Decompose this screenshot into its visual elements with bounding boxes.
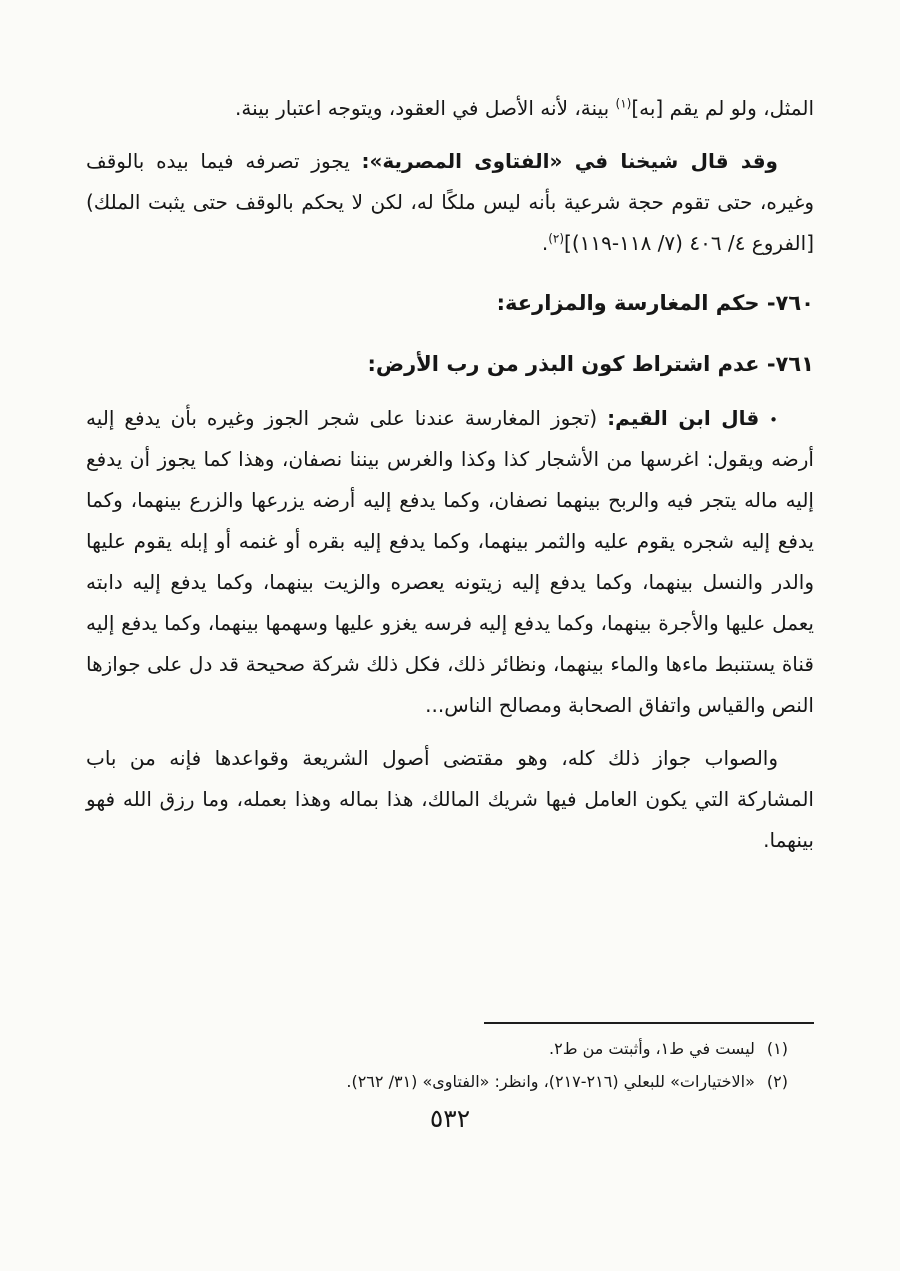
section-heading-761: ٧٦١- عدم اشتراط كون البذر من رب الأرض: bbox=[367, 352, 814, 377]
section-heading-760: ٧٦٠- حكم المغارسة والمزارعة: bbox=[496, 291, 814, 315]
bullet-marker: • bbox=[769, 411, 779, 430]
paragraph-continuation bbox=[86, 88, 814, 129]
body-text: يجوز تصرفه فيما بيده بالوقف وغيره، حتى تقوم حجة شرعية بأنه ليس ملكًا له، لكن لا يحكم بالوقف حتى يثبت الملك) [الفروع ٤/ ٤٠٦ (٧/ ١١٨-١١٩)] bbox=[86, 149, 814, 255]
footnote-ref-1: (١) bbox=[615, 96, 632, 111]
footnote-number: (٢) bbox=[766, 1071, 788, 1091]
footnote-separator-rule bbox=[484, 1022, 814, 1024]
quote-attribution: قال ابن القيم: bbox=[607, 406, 760, 431]
quote-attribution: وقد قال شيخنا في «الفتاوى المصرية»: bbox=[361, 149, 778, 173]
footnote-text: «الاختيارات» للبعلي (٢١٦-٢١٧)، وانظر: «الفتاوى» (٣١/ ٢٦٢). bbox=[346, 1071, 755, 1091]
footnotes-section bbox=[86, 1022, 814, 1101]
body-text: المثل، ولو لم يقم [به] bbox=[631, 96, 814, 120]
paragraph-ibn-alqayyim bbox=[86, 398, 814, 726]
page-number: ٥٣٢ bbox=[429, 1104, 471, 1133]
body-text: (تجوز المغارسة عندنا على شجر الجوز وغيره بأن يدفع إليه أرضه ويقول: اغرسها من الأشجار كذا وكذا والغرس بيننا نصفان، وهذا كما يجوز أن يدفع إليه ماله يتجر فيه والربح بينهما نصفان، وكما يدفع إليه أرضه يزرعها والزرع بينهما، وكما يدفع إليه شجره يقوم عليه والثمر بينهما، وكما يدفع إليه بقره أو غنمه أو إبله يقوم عليها والدر والنسل بينهما، وكما يدفع إليه زيتونه يعصره والزيت بينهما، وكما يدفع إليه دابته يعمل عليها والأجرة بينهما، وكما يدفع إليه فرسه يغزو عليها وسهمها بينهما، وكما يدفع إليه قناة يستنبط ماءها والماء بينهما، ونظائر ذلك، فكل ذلك شركة صحيحة قد دل على جوازها النص والقياس واتفاق الصحابة ومصالح الناس... bbox=[86, 406, 814, 718]
body-text: بينة، لأنه الأصل في العقود، ويتوجه اعتبار بينة. bbox=[235, 96, 616, 120]
footnote-number: (١) bbox=[766, 1039, 788, 1058]
footnote-ref-2: (٢) bbox=[548, 231, 565, 246]
page-text bbox=[86, 88, 814, 861]
footnote-1 bbox=[86, 1036, 814, 1062]
body-text: . bbox=[541, 231, 549, 255]
paragraph-conclusion: والصواب جواز ذلك كله، وهو مقتضى أصول الشريعة وقواعدها فإنه من باب المشاركة التي يكون العامل فيها شريك المالك، هذا بماله وهذا بعمله، وما رزق الله فهو بينهما. bbox=[86, 746, 814, 853]
footnote-2 bbox=[86, 1069, 814, 1095]
footnote-text: ليست في ط١، وأثبتت من ط٢. bbox=[549, 1039, 755, 1058]
paragraph-shaykh-quote bbox=[86, 141, 814, 264]
